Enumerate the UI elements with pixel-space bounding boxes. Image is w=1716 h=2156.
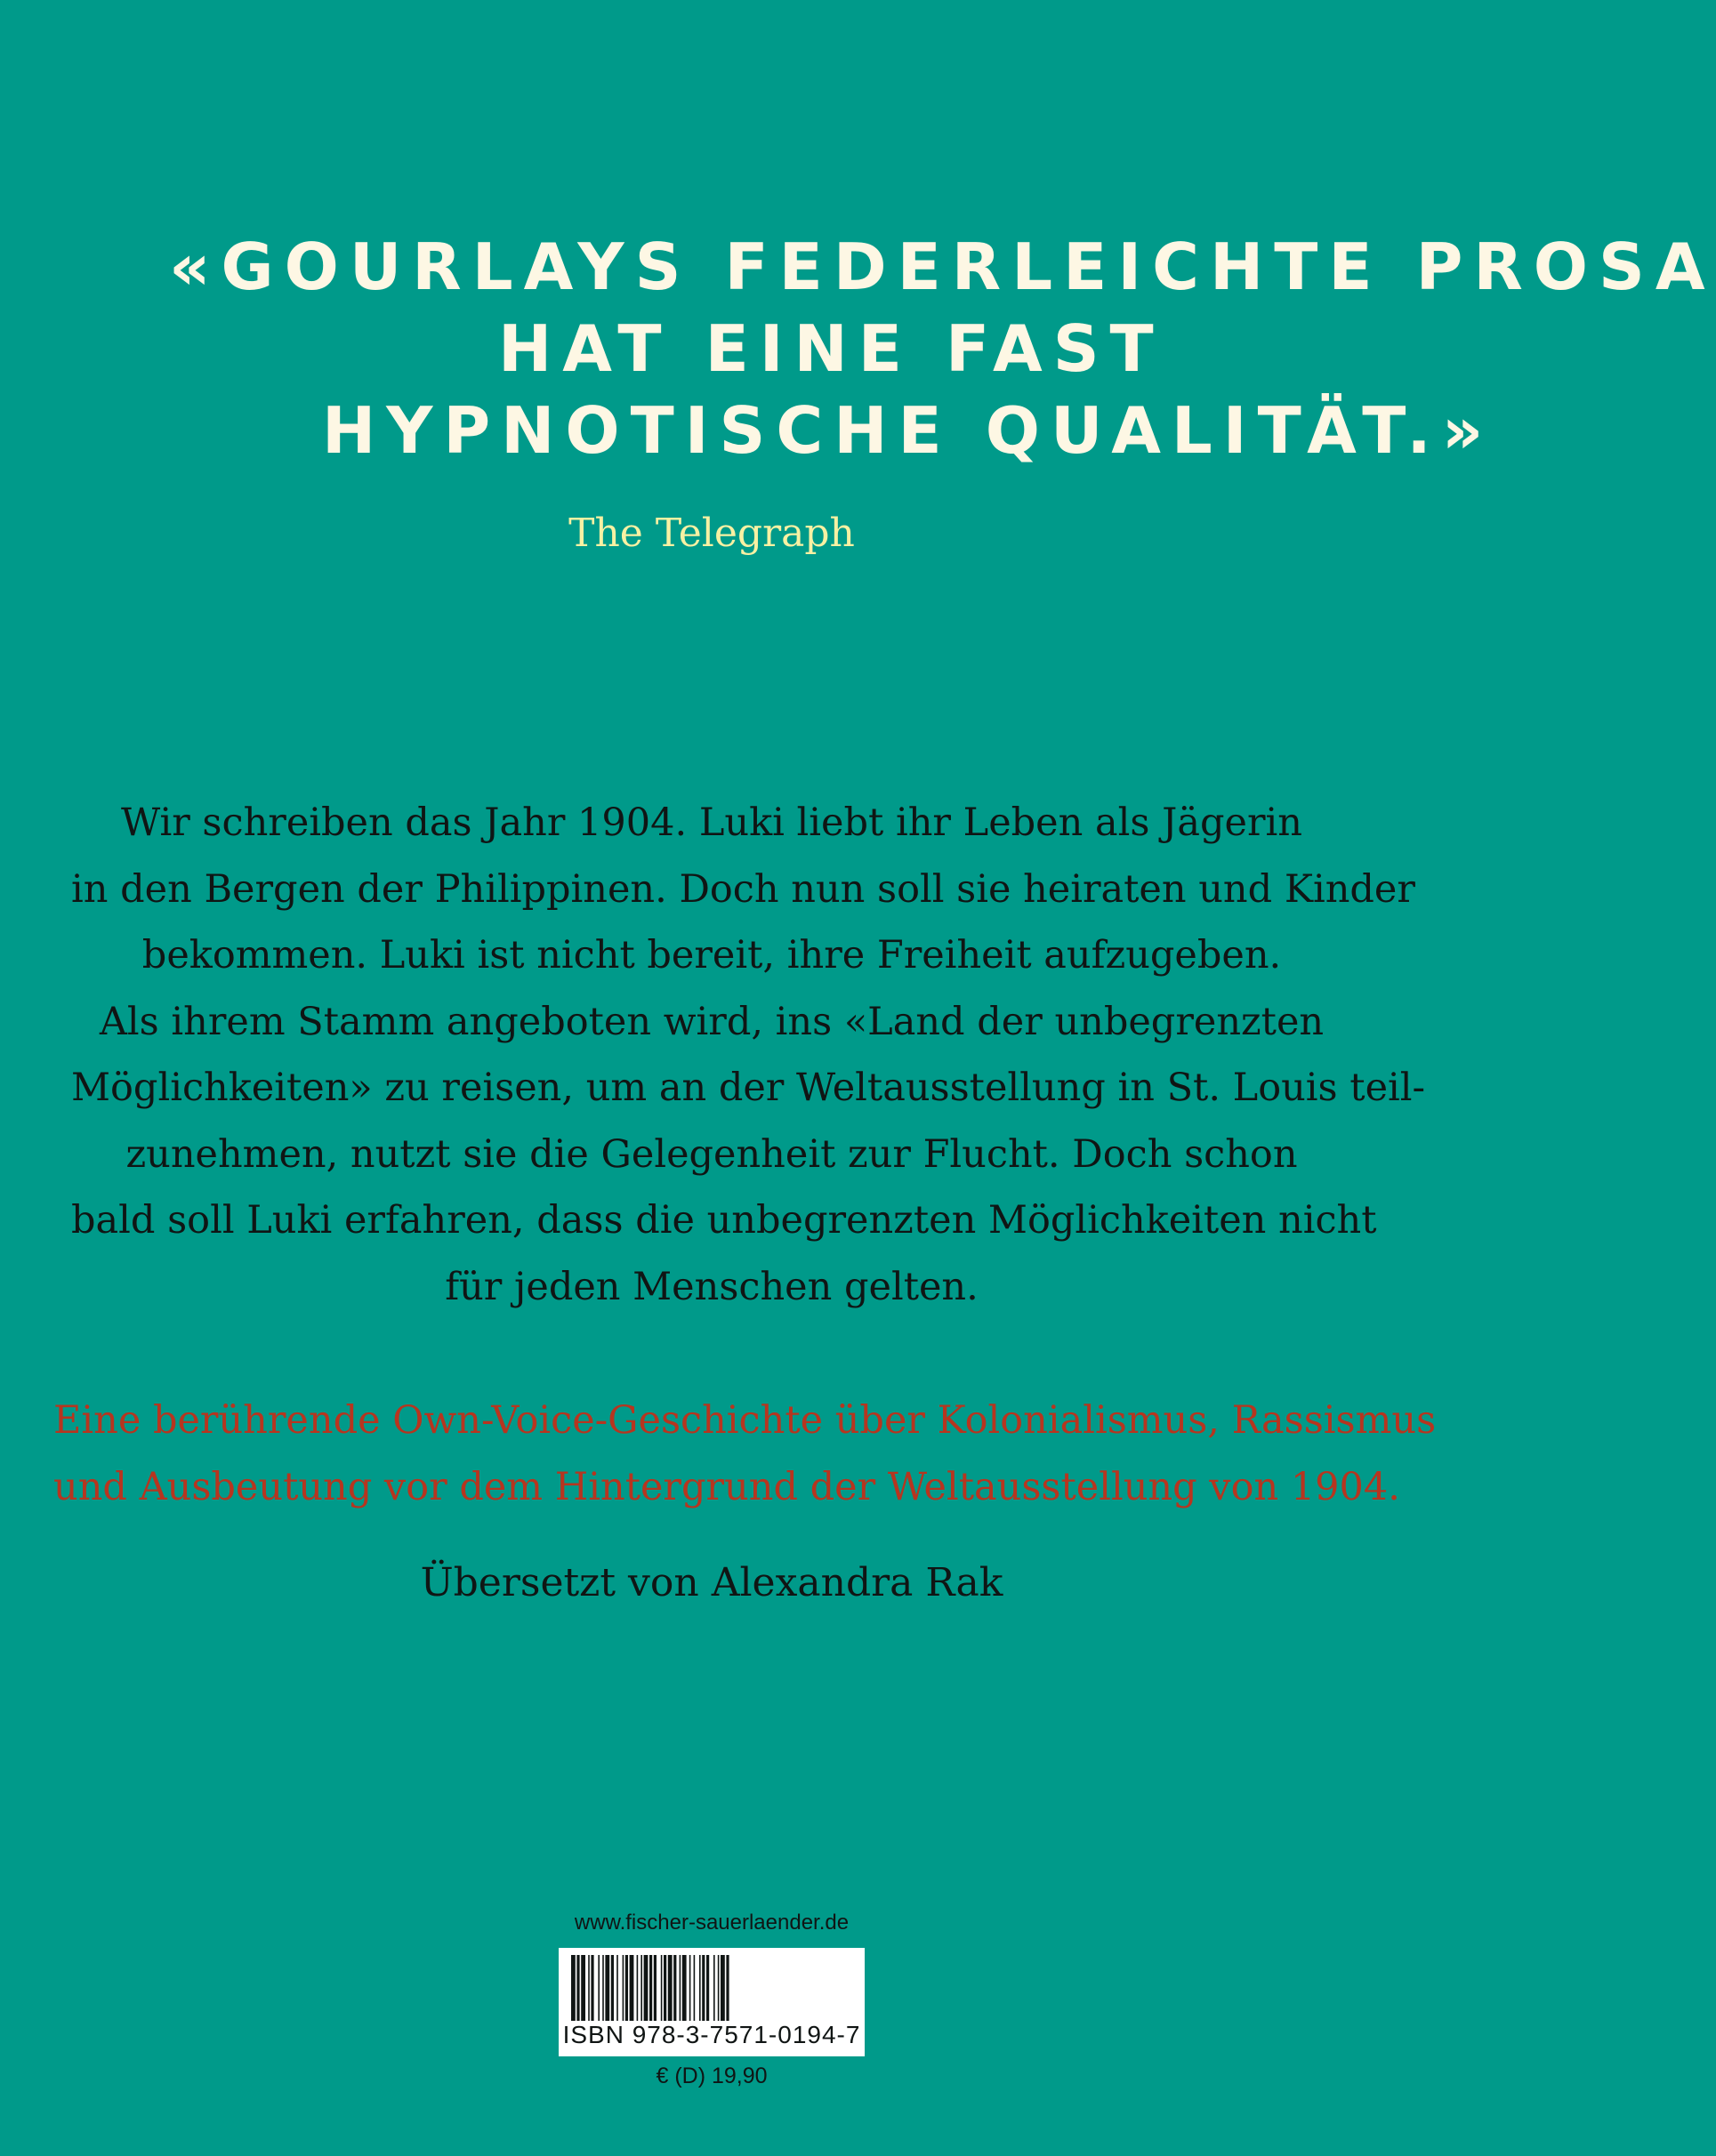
barcode-bar: [576, 1955, 579, 2021]
quote-line-1: «GOURLAYS FEDERLEICHTE PROSA: [169, 229, 1716, 304]
isbn-number: ISBN 978-3-7571-0194-7: [562, 2021, 861, 2048]
barcode-bar: [623, 1955, 624, 2021]
tagline-line: Eine berührende Own-Voice-Geschichte über Kolonialismus, Rassismus: [53, 1398, 1437, 1443]
tagline-line: und Ausbeutung vor dem Hintergrund der Weltausstellung von 1904.: [53, 1465, 1400, 1509]
barcode-bar: [718, 1955, 720, 2021]
publisher-website: www.fischer-sauerlaender.de: [574, 1911, 850, 1935]
blurb-line: bekommen. Luki ist nicht bereit, ihre Freiheit aufzugeben.: [141, 933, 1282, 977]
quote-line-2: HAT EINE FAST: [498, 311, 1164, 386]
isbn-barcode: [559, 1948, 865, 2056]
barcode-bar: [699, 1955, 701, 2021]
barcode-bar: [661, 1955, 663, 2021]
book-blurb: [71, 790, 1426, 1320]
blurb-line: Möglichkeiten» zu reisen, um an der Weltausstellung in St. Louis teil-: [71, 1066, 1426, 1110]
barcode-bar: [598, 1955, 600, 2021]
blurb-line: Als ihrem Stamm angeboten wird, ins «Land der unbegrenzten: [99, 999, 1325, 1044]
barcode-bar: [602, 1955, 604, 2021]
barcode-bar: [721, 1955, 725, 2021]
barcode-bar: [689, 1955, 691, 2021]
book-tagline: [53, 1388, 1437, 1521]
barcode-bar: [605, 1955, 609, 2021]
barcode-bar: [616, 1955, 618, 2021]
barcode-bar: [664, 1955, 666, 2021]
barcode-bar: [713, 1955, 715, 2021]
barcode-image: [569, 1955, 854, 2021]
barcode-bar: [668, 1955, 673, 2021]
barcode-bar: [591, 1955, 593, 2021]
blurb-line: für jeden Menschen gelten.: [445, 1264, 979, 1309]
barcode-bar: [680, 1955, 681, 2021]
barcode-bar: [649, 1955, 652, 2021]
quote-source: The Telegraph: [568, 511, 855, 556]
barcode-bar: [726, 1955, 729, 2021]
barcode-bar: [588, 1955, 590, 2021]
blurb-line: Wir schreiben das Jahr 1904. Luki liebt ihr Leben als Jägerin: [121, 800, 1302, 845]
barcode-bar: [581, 1955, 585, 2021]
barcode-bar: [625, 1955, 628, 2021]
barcode-bar: [571, 1955, 576, 2021]
barcode-bar: [694, 1955, 696, 2021]
barcode-bar: [702, 1955, 705, 2021]
blurb-line: bald soll Luki erfahren, dass die unbegrenzten Möglichkeiten nicht: [71, 1198, 1377, 1243]
barcode-bar: [611, 1955, 614, 2021]
quote-line-3: HYPNOTISCHE QUALITÄT.»: [322, 393, 1494, 468]
barcode-bar: [706, 1955, 709, 2021]
barcode-bar: [630, 1955, 634, 2021]
blurb-line: zunehmen, nutzt sie die Gelegenheit zur Flucht. Doch schon: [125, 1131, 1298, 1177]
translator-credit: Übersetzt von Alexandra Rak: [420, 1560, 1003, 1605]
barcode-bar: [654, 1955, 657, 2021]
barcode-bar: [637, 1955, 639, 2021]
blurb-line: in den Bergen der Philippinen. Doch nun soll sie heiraten und Kinder: [71, 866, 1415, 912]
barcode-bar: [640, 1955, 642, 2021]
barcode-bar: [673, 1955, 676, 2021]
price: € (D) 19,90: [656, 2063, 768, 2088]
barcode-bar: [682, 1955, 687, 2021]
barcode-bar: [644, 1955, 649, 2021]
